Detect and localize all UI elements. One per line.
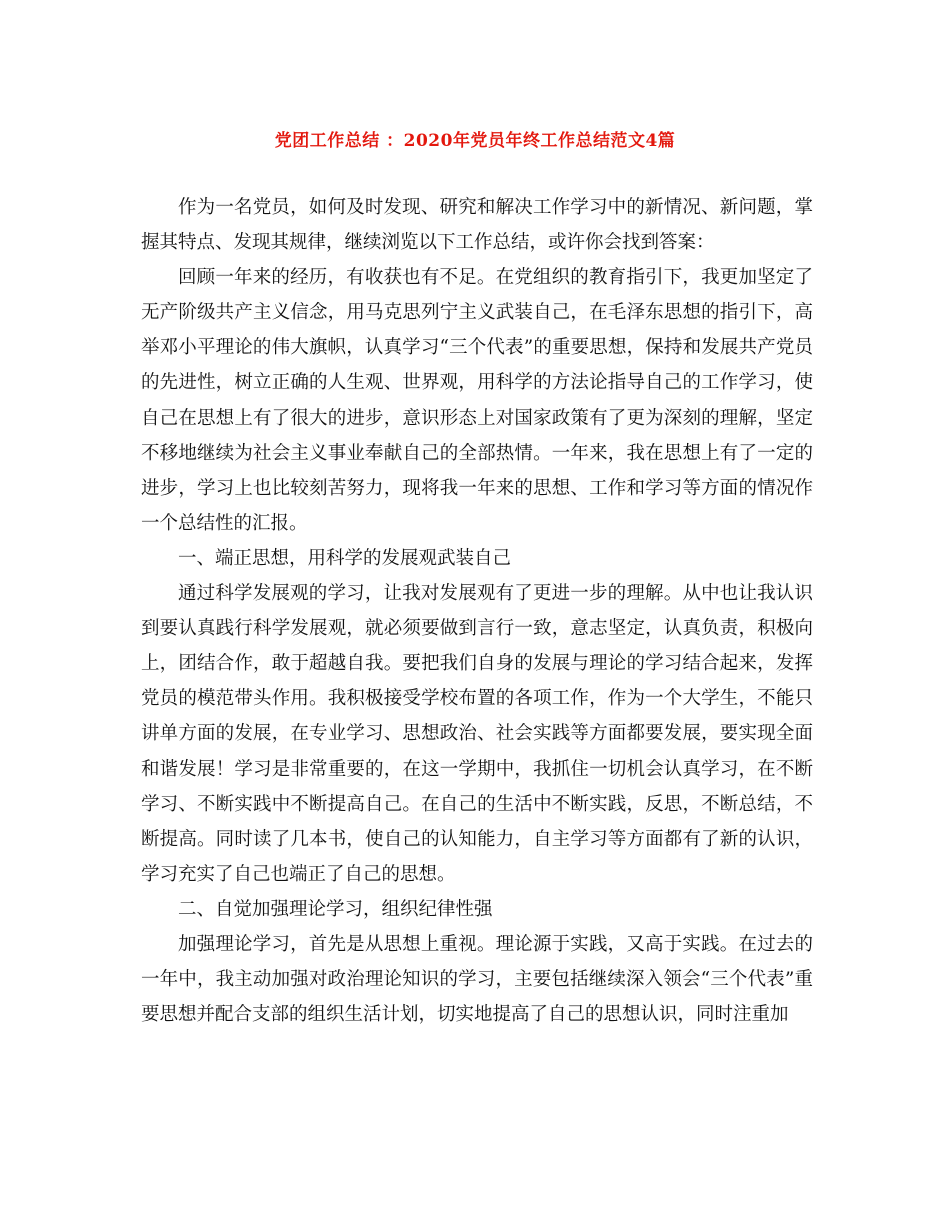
section-heading-2: 二、自觉加强理论学习，组织纪律性强 xyxy=(178,898,493,920)
section-heading-1: 一、端正思想，用科学的发展观武装自己 xyxy=(178,547,512,569)
intro-paragraph: 作为一名党员，如何及时发现、研究和解决工作学习中的新情况、新问题，掌握其特点、发现其规律，继续浏览以下工作总结，或许你会找到答案： xyxy=(141,197,813,254)
section-2-paragraph: 加强理论学习，首先是从思想上重视。理论源于实践，又高于实践。在过去的一年中，我主动加强对政治理论知识的学习，主要包括继续深入领会“三个代表”重要思想并配合支部的组织生活计划，切实地提高了自己的思想认识，同时注重加 xyxy=(141,933,813,1026)
review-paragraph: 回顾一年来的经历，有收获也有不足。在党组织的教育指引下，我更加坚定了无产阶级共产主义信念，用马克思列宁主义武装自己，在毛泽东思想的指引下，高举邓小平理论的伟大旗帜，认真学习“三个代表”的重要思想，保持和发展共产党员的先进性，树立正确的人生观、世界观，用科学的方法论指导自己的工作学习，使自己在思想上有了很大的进步，意识形态上对国家政策有了更为深刻的理解，坚定不移地继续为社会主义事业奉献自己的全部热情。一年来，我在思想上有了一定的进步，学习上也比较刻苦努力，现将我一年来的思想、工作和学习等方面的情况作一个总结性的汇报。 xyxy=(141,267,813,534)
document-title: 党团工作总结 ：2020年党员年终工作总结范文4篇 xyxy=(274,131,676,151)
section-1-paragraph: 通过科学发展观的学习，让我对发展观有了更进一步的理解。从中也让我认识到要认真践行科学发展观，就必须要做到言行一致，意志坚定，认真负责，积极向上，团结合作，敢于超越自我。要把我们自身的发展与理论的学习结合起来，发挥党员的模范带头作用。我积极接受学校布置的各项工作，作为一个大学生，不能只讲单方面的发展，在专业学习、思想政治、社会实践等方面都要发展，要实现全面和谐发展！学习是非常重要的，在这一学期中，我抓住一切机会认真学习，在不断学习、不断实践中不断提高自己。在自己的生活中不断实践，反思，不断总结，不断提高。同时读了几本书，使自己的认知能力，自主学习等方面都有了新的认识，学习充实了自己也端正了自己的思想。 xyxy=(141,583,813,885)
document-body xyxy=(141,190,813,1032)
